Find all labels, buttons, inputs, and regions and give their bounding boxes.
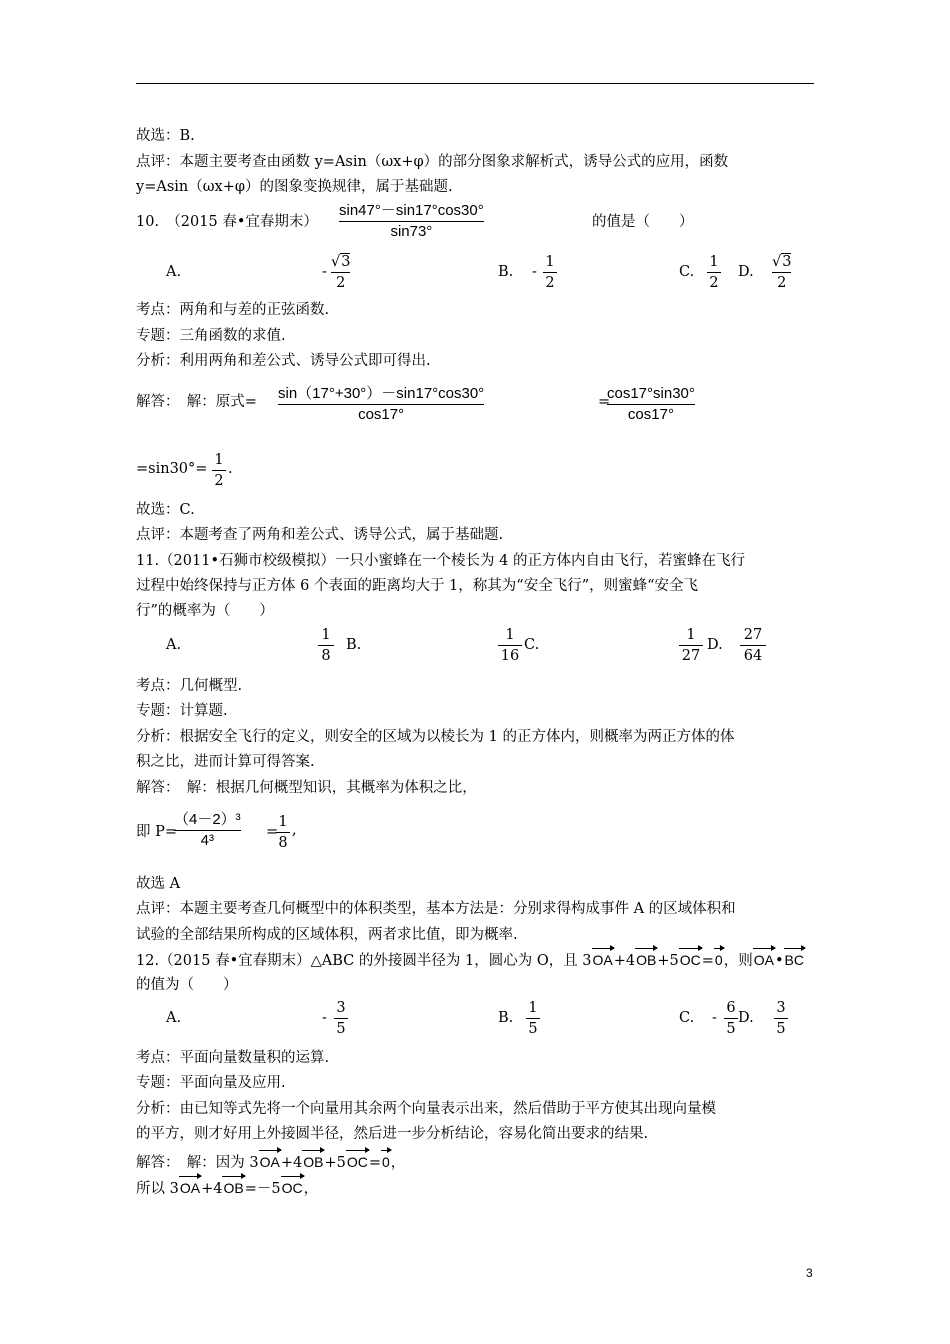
q10-option-a-fraction xyxy=(331,253,350,292)
q10-result-suffix: . xyxy=(228,461,233,477)
q12-suoyi-prefix: 所以 3 xyxy=(136,1181,179,1197)
q10-result-denominator: 2 xyxy=(214,473,224,489)
q10-question-fraction xyxy=(339,202,484,241)
vector-oc: OC xyxy=(281,1180,303,1196)
radical-sign: √ xyxy=(772,254,782,270)
fraction-bar xyxy=(543,272,557,273)
q11-option-b-fraction xyxy=(498,626,522,665)
q10-kaodian: 考点：两角和与差的正弦函数. xyxy=(136,302,330,318)
q12-equals: = xyxy=(701,953,714,969)
q12-fenxi-line1: 分析：由已知等式先将一个向量用其余两个向量表示出来，然后借助于平方使其出现向量模 xyxy=(136,1101,716,1117)
q9-comment-line1: 点评：本题主要考查由函数 y=Asin（ωx+φ）的部分图象求解析式，诱导公式的应用，函数 xyxy=(136,154,729,170)
q12-plus4: +4 xyxy=(201,1181,223,1197)
fraction-bar xyxy=(607,404,695,405)
q11-p-result-denominator: 8 xyxy=(278,835,288,851)
q10-prefix: 10. （2015 春•宜春期末） xyxy=(136,214,318,230)
q11-probability-fraction xyxy=(174,811,241,850)
q10-jieda-prefix: 解答： 解：原式= xyxy=(136,394,257,410)
vector-oc: OC xyxy=(679,952,701,968)
q10-option-c-denominator: 2 xyxy=(709,275,719,291)
q10-solution-fraction-1-numerator: sin（17°+30°）－sin17°cos30° xyxy=(278,385,485,402)
q10-option-c-label: C. xyxy=(679,264,695,280)
q12-option-d-fraction xyxy=(774,999,788,1038)
q11-option-d-fraction xyxy=(740,626,766,665)
fraction-bar xyxy=(679,645,703,646)
fraction-bar xyxy=(774,1018,788,1019)
q10-fraction-numerator: sin47°－sin17°cos30° xyxy=(339,202,484,219)
q11-comment-line1: 点评：本题主要考查几何概型中的体积类型，基本方法是：分别求得构成事件 A 的区域体积和 xyxy=(136,901,736,917)
q11-probability-denominator: 4³ xyxy=(200,832,215,849)
q11-option-a-fraction xyxy=(318,626,334,665)
q12-plus5: +5 xyxy=(324,1155,346,1171)
q11-p-suffix: , xyxy=(292,822,297,838)
q12-option-d-label: D. xyxy=(738,1010,754,1026)
q11-option-d-label: D. xyxy=(707,637,723,653)
q11-stem-line2: 过程中始终保持与正方体 6 个表面的距离均大于 1，称其为“安全飞行”，则蜜蜂“安全飞 xyxy=(136,578,699,594)
q12-option-a-label: A. xyxy=(166,1010,182,1026)
q10-option-d-label: D. xyxy=(738,264,754,280)
q10-option-d-denominator: 2 xyxy=(777,275,787,291)
vector-oa: OA xyxy=(179,1180,201,1196)
q11-probability-numerator: （4－2）³ xyxy=(174,811,241,828)
q9-comment-line2: y=Asin（ωx+φ）的图象变换规律，属于基础题. xyxy=(136,179,453,195)
q10-option-c-numerator: 1 xyxy=(709,254,719,270)
q10-solution-fraction-1-denominator: cos17° xyxy=(358,406,405,423)
q12-jieda-line xyxy=(136,1152,405,1173)
q12-zhuanti: 专题：平面向量及应用. xyxy=(136,1075,286,1091)
vector-ob: OB xyxy=(303,1154,324,1170)
q12-option-c-fraction xyxy=(724,999,738,1038)
fraction-bar xyxy=(331,272,350,273)
q12-jieda-suffix: ， xyxy=(390,1155,406,1171)
fraction-bar xyxy=(318,645,334,646)
q10-option-b-sign: - xyxy=(532,264,537,280)
q11-p-result-fraction xyxy=(276,813,290,852)
vector-zero: 0 xyxy=(381,1154,390,1170)
fraction-bar xyxy=(707,272,721,273)
q12-option-a-numerator: 3 xyxy=(336,1000,346,1016)
q11-option-a-numerator: 1 xyxy=(321,627,331,643)
q10-option-a-sign: - xyxy=(322,264,327,280)
q10-comment: 点评：本题考查了两角和差公式、诱导公式，属于基础题. xyxy=(136,527,504,543)
q11-p-result-numerator: 1 xyxy=(278,814,288,830)
q12-option-c-sign: - xyxy=(712,1010,717,1026)
q11-option-b-numerator: 1 xyxy=(505,627,515,643)
q12-option-a-sign: - xyxy=(322,1010,327,1026)
q12-stem-line1 xyxy=(136,950,805,971)
q12-suoyi-suffix: ， xyxy=(303,1181,319,1197)
q11-option-c-numerator: 1 xyxy=(686,627,696,643)
fraction-bar xyxy=(498,645,522,646)
q12-minus5: =－5 xyxy=(244,1181,281,1197)
q10-solution-equals: = xyxy=(598,394,611,410)
q11-fenxi-line2: 积之比，进而计算可得答案. xyxy=(136,754,315,770)
radical-sign: √ xyxy=(331,254,341,270)
q12-plus5: +5 xyxy=(657,953,679,969)
q10-option-b-numerator: 1 xyxy=(545,254,555,270)
q11-zhuanti: 专题：计算题. xyxy=(136,703,228,719)
q11-option-a-label: A. xyxy=(166,637,182,653)
q12-stem-prefix: 12.（2015 春•宜春期末）△ABC 的外接圆半径为 1，圆心为 O，且 3 xyxy=(136,953,592,969)
q11-comment-line2: 试验的全部结果所构成的区域体积，两者求比值，即为概率. xyxy=(136,927,518,943)
q12-stem-line2: 的值为（ ） xyxy=(136,977,238,993)
q12-option-b-denominator: 5 xyxy=(528,1021,538,1037)
vector-ob: OB xyxy=(636,952,657,968)
q11-p-prefix: 即 P= xyxy=(136,824,178,840)
fraction-bar xyxy=(339,221,484,222)
fraction-bar xyxy=(772,272,791,273)
q11-fenxi-line1: 分析：根据安全飞行的定义，则安全的区域为以棱长为 1 的正方体内，则概率为两正方体的体 xyxy=(136,729,735,745)
fraction-bar xyxy=(724,1018,738,1019)
q10-option-b-label: B. xyxy=(498,264,514,280)
vector-oa: OA xyxy=(592,952,613,968)
q11-stem-line1: 11.（2011•石狮市校级模拟）一只小蜜蜂在一个棱长为 4 的正方体内自由飞行，若蜜蜂在飞行 xyxy=(136,553,745,569)
fraction-bar xyxy=(740,645,766,646)
q9-answer: 故选：B. xyxy=(136,128,195,144)
q11-option-c-denominator: 27 xyxy=(681,648,701,664)
q11-option-b-denominator: 16 xyxy=(500,648,520,664)
q10-result-prefix: =sin30°= xyxy=(136,461,208,477)
page-number: 3 xyxy=(806,1266,813,1280)
fraction-bar xyxy=(278,404,484,405)
q12-option-b-numerator: 1 xyxy=(528,1000,538,1016)
q10-answer: 故选：C. xyxy=(136,502,195,518)
q12-suoyi-line xyxy=(136,1178,318,1199)
q11-answer: 故选 A xyxy=(136,876,181,892)
fraction-bar xyxy=(174,830,241,831)
vector-ob: OB xyxy=(223,1180,244,1196)
header-rule xyxy=(136,83,814,84)
q11-option-c-fraction xyxy=(679,626,703,665)
q12-kaodian: 考点：平面向量数量积的运算. xyxy=(136,1050,330,1066)
q12-option-a-fraction xyxy=(334,999,348,1038)
dot-product-sign: • xyxy=(774,953,784,969)
q10-option-a-denominator: 2 xyxy=(336,275,346,291)
q12-option-b-fraction xyxy=(526,999,540,1038)
q10-option-d-fraction xyxy=(772,253,791,292)
q10-option-b-fraction xyxy=(543,253,557,292)
q12-plus4: +4 xyxy=(613,953,636,969)
q12-option-a-denominator: 5 xyxy=(336,1021,346,1037)
q11-option-a-denominator: 8 xyxy=(321,648,331,664)
q11-stem-line3: 行”的概率为（ ） xyxy=(136,603,274,619)
q12-jieda-prefix: 解答： 解：因为 3 xyxy=(136,1155,259,1171)
q11-option-d-numerator: 27 xyxy=(743,627,763,643)
q12-then: ，则 xyxy=(723,953,753,969)
q10-option-a-label: A. xyxy=(166,264,182,280)
q11-jieda: 解答： 解：根据几何概型知识，其概率为体积之比， xyxy=(136,780,477,796)
q10-solution-fraction-1 xyxy=(278,385,484,424)
q10-zhuanti: 专题：三角函数的求值. xyxy=(136,328,286,344)
q10-solution-fraction-2-denominator: cos17° xyxy=(627,406,674,423)
q10-option-b-denominator: 2 xyxy=(545,275,555,291)
vector-oa: OA xyxy=(753,952,774,968)
q10-solution-fraction-2 xyxy=(607,385,695,424)
q10-option-a-radicand: 3 xyxy=(341,254,351,270)
q10-suffix: 的值是（ ） xyxy=(592,214,694,230)
q10-option-c-fraction xyxy=(707,253,721,292)
vector-oa: OA xyxy=(259,1154,280,1170)
q11-kaodian: 考点：几何概型. xyxy=(136,678,243,694)
q10-result-fraction xyxy=(212,451,226,490)
q12-equals: = xyxy=(368,1155,381,1171)
q12-option-d-numerator: 3 xyxy=(776,1000,786,1016)
fraction-bar xyxy=(212,470,226,471)
fraction-bar xyxy=(276,832,290,833)
q10-option-d-radicand: 3 xyxy=(782,254,792,270)
q12-fenxi-line2: 的平方，则才好用上外接圆半径，然后进一步分析结论，容易化简出要求的结果. xyxy=(136,1126,649,1142)
q10-solution-fraction-2-numerator: cos17°sin30° xyxy=(607,385,695,402)
vector-zero: 0 xyxy=(714,952,723,968)
q11-option-d-denominator: 64 xyxy=(743,648,763,664)
q12-option-c-denominator: 5 xyxy=(726,1021,736,1037)
q11-option-b-label: B. xyxy=(346,637,362,653)
q10-fenxi: 分析：利用两角和差公式、诱导公式即可得出. xyxy=(136,353,431,369)
q12-option-b-label: B. xyxy=(498,1010,514,1026)
vector-oc: OC xyxy=(346,1154,368,1170)
q12-plus4: +4 xyxy=(280,1155,303,1171)
q12-option-c-numerator: 6 xyxy=(726,1000,736,1016)
q11-option-c-label: C. xyxy=(524,637,540,653)
q10-result-numerator: 1 xyxy=(214,452,224,468)
q12-option-d-denominator: 5 xyxy=(776,1021,786,1037)
q11-p-equals: = xyxy=(266,824,279,840)
q12-option-c-label: C. xyxy=(679,1010,695,1026)
fraction-bar xyxy=(334,1018,348,1019)
q10-fraction-denominator: sin73° xyxy=(390,223,433,240)
fraction-bar xyxy=(526,1018,540,1019)
vector-bc: BC xyxy=(784,952,804,968)
